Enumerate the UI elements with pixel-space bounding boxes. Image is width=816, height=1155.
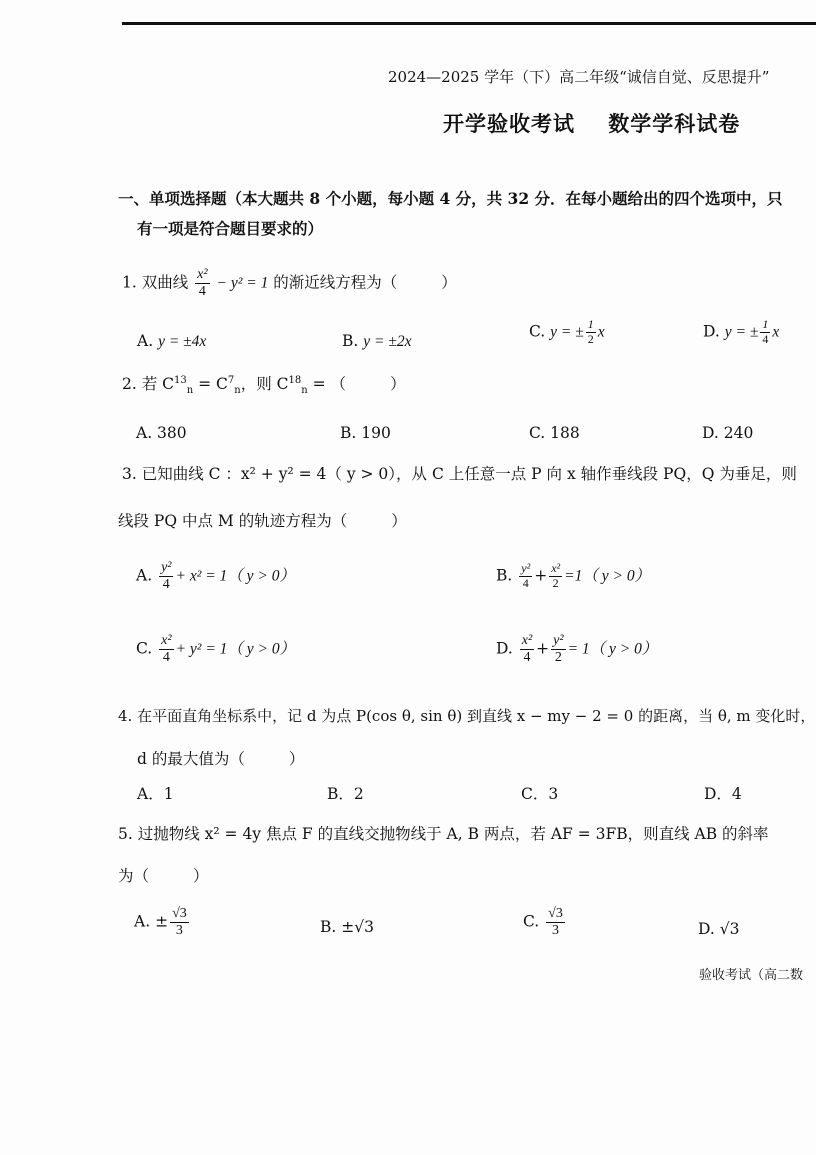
q1-option-c[interactable]: [529, 318, 605, 347]
q1-option-b[interactable]: [342, 332, 412, 351]
option-text: ±√3: [341, 918, 374, 936]
exam-title: 开学验收考试 数学学科试卷: [443, 111, 741, 136]
question-2: [122, 372, 406, 396]
option-fraction-1: [520, 633, 534, 666]
question-1: [122, 267, 457, 300]
option-fraction-2: [549, 562, 562, 591]
q3-option-d[interactable]: [496, 633, 657, 666]
q1-suffix: 的渐近线方程为（: [273, 273, 398, 292]
option-pre: y = ±: [724, 323, 759, 341]
frac-num: y²: [521, 561, 531, 575]
frac-den: 4: [162, 650, 170, 666]
option-post: x: [597, 323, 605, 341]
option-pre: y = ±: [550, 323, 584, 341]
q4-option-a[interactable]: A．1: [137, 785, 174, 803]
frac-num: x²: [551, 561, 561, 575]
option-post: = 1（ y > 0）: [567, 640, 658, 658]
option-label: B.: [342, 332, 359, 350]
q2-close: ）: [390, 375, 406, 393]
frac-den: 3: [552, 923, 560, 939]
option-label: A.: [134, 912, 151, 931]
frac-den: 2: [587, 331, 594, 346]
q2-then: ，则 C: [240, 375, 289, 393]
q4-option-d[interactable]: D．4: [704, 785, 742, 803]
q3-close: ）: [391, 512, 407, 530]
q5-line2-text: 为（: [118, 867, 150, 885]
q2-option-a[interactable]: A. 380: [136, 424, 187, 442]
q2-sup2: 7: [227, 374, 235, 386]
q5-option-c[interactable]: [523, 906, 567, 939]
q4-line2-text: d 的最大值为（: [137, 750, 245, 768]
q1-middle: − y² = 1: [216, 274, 269, 292]
q2-option-b[interactable]: B. 190: [340, 424, 391, 442]
q2-option-c[interactable]: C. 188: [529, 424, 580, 442]
q5-close: ）: [193, 867, 209, 885]
q1-option-a[interactable]: [137, 332, 206, 351]
option-label: A.: [136, 566, 153, 585]
frac-num: x²: [520, 633, 534, 650]
section-heading-line2: 有一项是符合题目要求的）: [137, 219, 324, 238]
question-4-line2: [137, 747, 304, 769]
option-label: C.: [523, 912, 540, 931]
q2-sub3: n: [301, 385, 308, 397]
q2-sub1: n: [186, 385, 194, 397]
option-text: √3: [719, 920, 740, 938]
q4-close: ）: [288, 750, 305, 768]
frac-num: √3: [546, 906, 565, 923]
q1-prefix: 1. 双曲线: [122, 273, 189, 292]
frac-den: 4: [522, 575, 529, 590]
frac-den: 4: [762, 331, 769, 346]
option-post: + x² = 1（ y > 0）: [175, 567, 296, 585]
q2-sup3: 18: [288, 374, 302, 386]
option-label: D.: [496, 639, 513, 658]
option-pre: ±: [155, 912, 169, 931]
option-fraction-2: [551, 633, 565, 666]
frac-num: y²: [159, 560, 173, 577]
q2-eq: = C: [193, 375, 228, 393]
question-3-line2: [118, 509, 407, 531]
q2-text: 2. 若 C: [122, 375, 175, 393]
option-label: D.: [703, 322, 720, 341]
frac-num: 1: [587, 317, 594, 331]
question-5-line1: 5. 过抛物线 x² = 4y 焦点 F 的直线交抛物线于 A, B 两点，若 AF = 3FB，则直线 AB 的斜率: [118, 825, 769, 843]
option-fraction: [546, 906, 565, 939]
frac-den: 3: [175, 923, 183, 939]
q3-option-b[interactable]: [496, 562, 650, 591]
option-fraction: [760, 318, 770, 347]
q2-end: = （: [307, 375, 347, 393]
frac-den: 2: [552, 575, 559, 590]
question-4-line1: 4. 在平面直角坐标系中，记 d 为点 P(cos θ, sin θ) 到直线 x − my − 2 = 0 的距离，当 θ, m 变化时，: [118, 707, 816, 725]
frac-den: 4: [523, 650, 531, 666]
option-label: B.: [496, 566, 513, 585]
option-plus: +: [534, 566, 548, 585]
q3-line2-text: 线段 PQ 中点 M 的轨迹方程为（: [118, 512, 348, 530]
option-text: y = ±4x: [158, 333, 207, 350]
question-5-line2: [118, 864, 209, 886]
top-rule: [122, 22, 816, 25]
q2-option-d[interactable]: D. 240: [702, 424, 754, 442]
q1-frac-num: x²: [195, 267, 209, 284]
frac-den: 4: [162, 577, 170, 593]
exam-subtitle: 2024—2025 学年（下）高二年级“诚信自觉、反思提升”: [388, 68, 770, 86]
option-fraction-1: [519, 562, 532, 591]
option-fraction: [159, 633, 173, 666]
option-fraction: [170, 906, 189, 939]
q4-option-b[interactable]: B．2: [327, 785, 364, 803]
section-heading-line1: 一、单项选择题（本大题共 8 个小题，每小题 4 分，共 32 分．在每小题给出的四个选项中，只: [118, 189, 783, 208]
option-label: D.: [698, 920, 715, 938]
option-label: A.: [137, 332, 154, 350]
frac-num: y²: [551, 633, 565, 650]
option-post: + y² = 1（ y > 0）: [175, 640, 296, 658]
option-label: C.: [136, 639, 153, 658]
option-label: C.: [529, 322, 546, 341]
q1-fraction: [195, 267, 209, 300]
q4-option-c[interactable]: C．3: [521, 785, 559, 803]
q1-option-d[interactable]: [703, 318, 779, 347]
option-post: =1（ y > 0）: [564, 567, 651, 585]
q2-sub2: n: [234, 385, 241, 397]
q5-option-d[interactable]: [698, 920, 740, 938]
option-plus: +: [536, 639, 550, 658]
q5-option-a[interactable]: [134, 906, 191, 939]
page-footer: 验收考试（高二数: [699, 968, 804, 983]
question-3-line1: 3. 已知曲线 C ：x² + y² = 4（ y > 0），从 C 上任意一点 P 向 x 轴作垂线段 PQ，Q 为垂足，则: [122, 465, 797, 483]
frac-num: 1: [762, 317, 769, 331]
q3-option-c[interactable]: [136, 633, 295, 666]
option-fraction: [586, 318, 596, 347]
option-fraction: [159, 560, 173, 593]
frac-den: 2: [554, 650, 562, 666]
q5-option-b[interactable]: [320, 918, 374, 936]
frac-num: x²: [159, 633, 173, 650]
option-label: B.: [320, 918, 337, 936]
option-text: y = ±2x: [363, 333, 412, 350]
q3-option-a[interactable]: [136, 560, 295, 593]
q2-sup1: 13: [174, 374, 187, 386]
q1-frac-den: 4: [198, 284, 206, 300]
frac-num: √3: [170, 906, 189, 923]
q1-close: ）: [441, 273, 457, 292]
option-post: x: [772, 323, 780, 341]
